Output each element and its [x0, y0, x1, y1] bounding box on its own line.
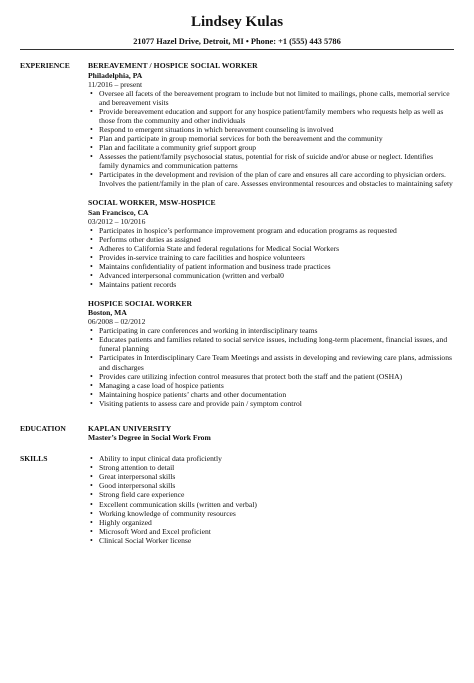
- header-divider: [20, 49, 454, 50]
- experience-section: [20, 61, 454, 418]
- list-item: • Advanced interpersonal communication (written and verbal0: [99, 271, 454, 280]
- list-item: • Performs other duties as assigned: [99, 235, 454, 244]
- list-item: • Provide bereavement education and support for any hospice patient/family members who requests help as well as those from the community and other individuals: [99, 107, 454, 125]
- section-label-education: EDUCATION: [20, 423, 66, 433]
- job-dates: 11/2016 – present: [88, 79, 143, 89]
- candidate-name: Lindsey Kulas: [190, 14, 284, 30]
- list-item: • Oversee all facets of the bereavement program to include but not limited to mailings, phone calls, memorial service and bereavement visits: [99, 89, 454, 107]
- skill-item: • Great interpersonal skills: [99, 472, 454, 481]
- skill-item: • Highly organized: [99, 518, 454, 527]
- job-title: SOCIAL WORKER, MSW-HOSPICE: [88, 198, 216, 208]
- job-entry: [88, 198, 454, 289]
- section-label-experience: EXPERIENCE: [20, 61, 70, 70]
- job-entry: [88, 61, 454, 188]
- list-item: • Plan and facilitate a community grief support group: [99, 143, 454, 152]
- education-section: [20, 424, 454, 443]
- skill-item: • Strong field care experience: [99, 490, 454, 499]
- job-title: HOSPICE SOCIAL WORKER: [88, 298, 193, 308]
- skills-list: [88, 454, 454, 544]
- degree: Master’s Degree in Social Work From: [88, 433, 211, 443]
- section-label-skills: SKILLS: [20, 454, 48, 464]
- contact-line: 21077 Hazel Drive, Detroit, MI • Phone: +1 (555) 443 5786: [133, 37, 341, 46]
- list-item: • Assesses the patient/family psychosocial status, potential for risk of suicide and/or abuse or neglect. Identifies family dynamics and communication patterns: [99, 152, 454, 170]
- list-item: • Participates in hospice’s performance improvement program and education programs as requested: [99, 226, 454, 235]
- list-item: • Visiting patients to assess care and provide pain / symptom control: [99, 399, 454, 408]
- list-item: • Maintaining hospice patients’ charts and other documentation: [99, 390, 454, 399]
- job-location: Boston, MA: [88, 308, 127, 318]
- skill-item: • Working knowledge of community resources: [99, 509, 454, 518]
- job-entry: [88, 299, 454, 408]
- school-name: KAPLAN UNIVERSITY: [88, 423, 172, 433]
- skill-item: • Excellent communication skills (written and verbal): [99, 500, 454, 509]
- skill-item: • Ability to input clinical data proficiently: [99, 454, 454, 463]
- job-location: Philadelphia, PA: [88, 70, 143, 80]
- job-title: BEREAVEMENT / HOSPICE SOCIAL WORKER: [88, 61, 258, 70]
- job-dates: 03/2012 – 10/2016: [88, 216, 146, 226]
- list-item: • Plan and participate in group memorial services for both the bereavement and the community: [99, 134, 454, 143]
- list-item: • Maintains confidentiality of patient information and business trade practices: [99, 262, 454, 271]
- skills-section: [20, 454, 454, 544]
- list-item: • Respond to emergent situations in which bereavement counseling is involved: [99, 125, 454, 134]
- skill-item: • Good interpersonal skills: [99, 481, 454, 490]
- list-item: • Provides in-service training to care facilities and hospice volunteers: [99, 253, 454, 262]
- list-item: • Participating in care conferences and working in interdisciplinary teams: [99, 326, 454, 335]
- list-item: • Provides care utilizing infection control measures that protect both the staff and the patient (OSHA): [99, 372, 454, 381]
- list-item: • Participates in the development and revision of the plan of care and ensures all care according to physician orders. Involves the patient/family in the plan of care. Assesses environmental resources and obstacles to maintaining safety: [99, 170, 454, 188]
- job-bullets: [88, 89, 454, 189]
- list-item: • Educates patients and families related to social service issues, including long-term placement, financial issues, and funeral planning: [99, 335, 454, 353]
- skill-item: • Clinical Social Worker license: [99, 536, 454, 545]
- list-item: • Managing a case load of hospice patients: [99, 381, 454, 390]
- experience-list: [88, 61, 454, 418]
- list-item: • Maintains patient records: [99, 280, 454, 289]
- skill-item: • Microsoft Word and Excel proficient: [99, 527, 454, 536]
- list-item: • Participates in Interdisciplinary Care Team Meetings and assists in developing and reviewing care plans, admissions and discharges: [99, 353, 454, 371]
- job-location: San Francisco, CA: [88, 207, 149, 217]
- job-bullets: [88, 226, 454, 289]
- job-bullets: [88, 326, 454, 407]
- list-item: • Adheres to California State and federal regulations for Medical Social Workers: [99, 244, 454, 253]
- job-dates: 06/2008 – 02/2012: [88, 317, 146, 327]
- skill-item: • Strong attention to detail: [99, 463, 454, 472]
